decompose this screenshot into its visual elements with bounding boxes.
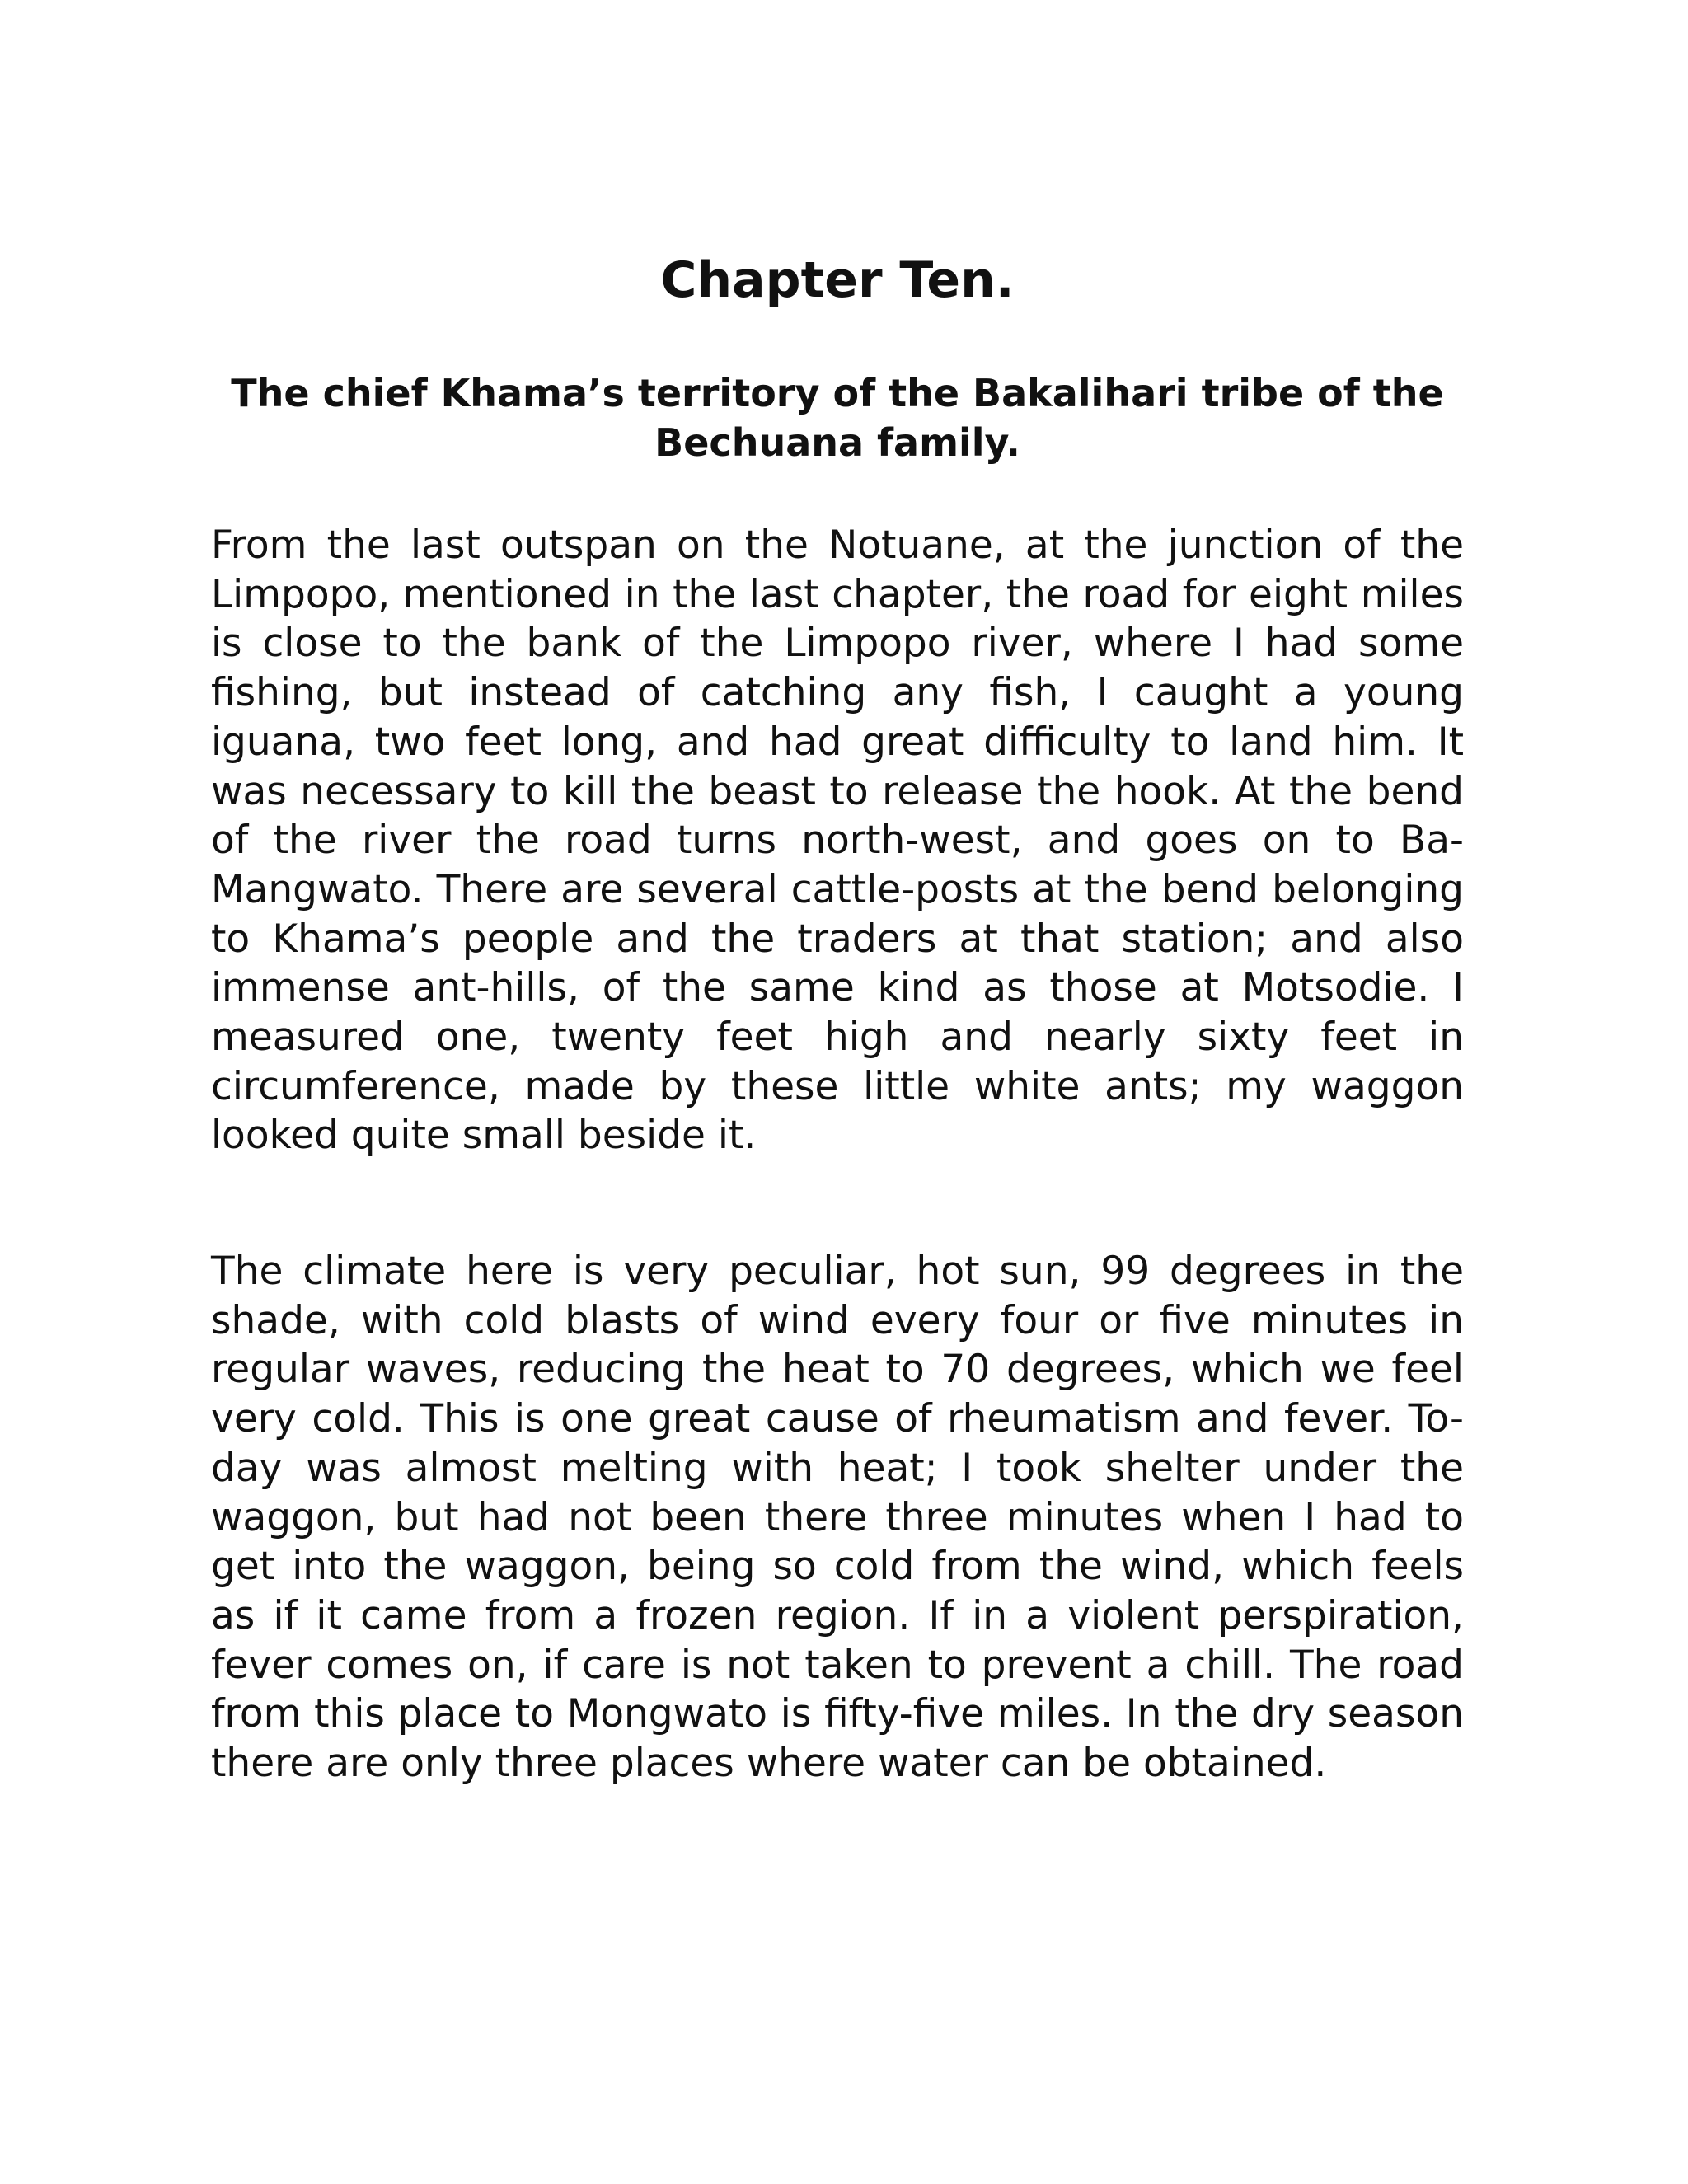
chapter-subtitle: The chief Khama’s territory of the Bakalihari tribe of the Bechuana family. bbox=[231, 371, 1444, 465]
body-paragraph: From the last outspan on the Notuane, at the junction of the Limpopo, mentioned in the last chapter, the road for eight miles is close to the bank of the Limpopo river, where I had some fishing, but instead of catching any fish, I caught a young iguana, two feet long, and had great difficulty to land him. It was necessary to kill the beast to release the hook. At the bend of the river the road turns north-west, and goes on to Ba-Mangwato. There are several cattle-posts at the bend belonging to Khama’s people and the traders at that station; and also immense ant-hills, of the same kind as those at Motsodie. I measured one, twenty feet high and nearly sixty feet in circumference, made by these little white ants; my waggon looked quite small beside it. bbox=[211, 523, 1464, 1159]
chapter-title: Chapter Ten. bbox=[660, 251, 1015, 309]
body-paragraph: The climate here is very peculiar, hot sun, 99 degrees in the shade, with cold blasts of wind every four or five minutes in regular waves, reducing the heat to 70 degrees, which we feel very cold. This is one great cause of rheumatism and fever. To-day was almost melting with heat; I took shelter under the waggon, but had not been there three minutes when I had to get into the waggon, being so cold from the wind, which feels as if it came from a frozen region. If in a violent perspiration, fever comes on, if care is not taken to prevent a chill. The road from this place to Mongwato is fifty-five miles. In the dry season there are only three places where water can be obtained. bbox=[211, 1249, 1464, 1787]
